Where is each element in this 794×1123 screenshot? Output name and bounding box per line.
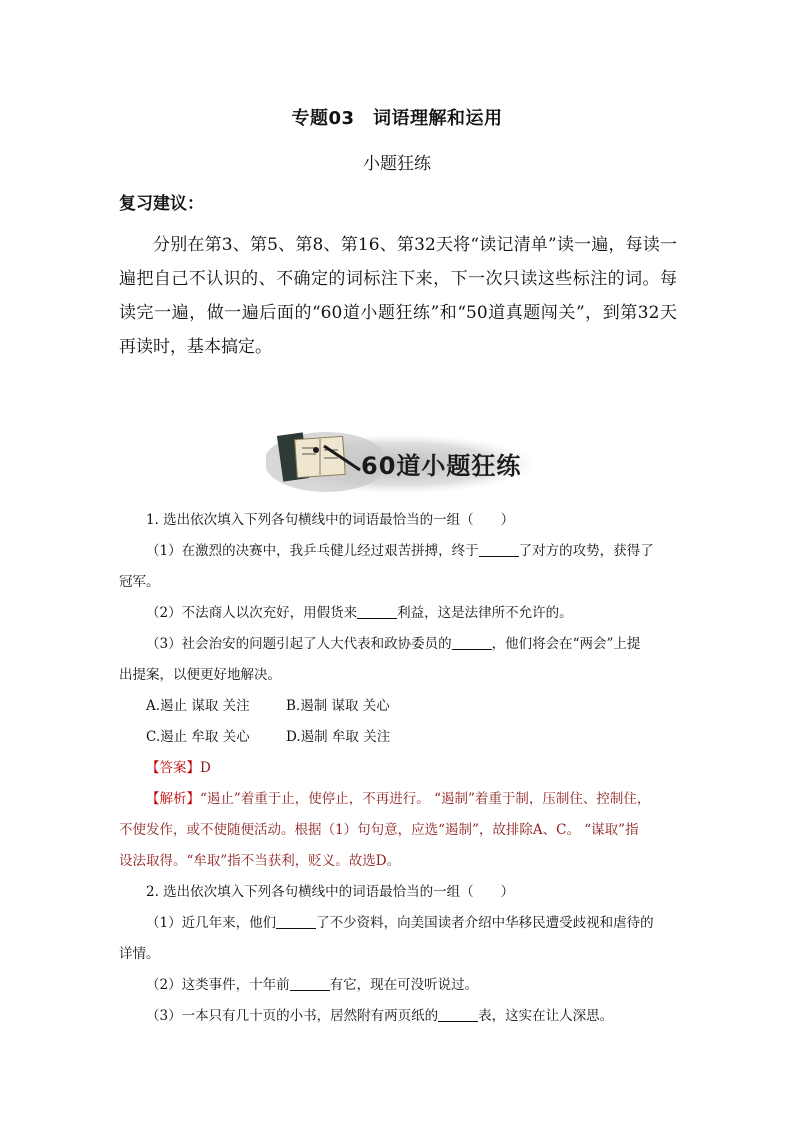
question-2-sentence-1-cont: 详情。 bbox=[119, 946, 160, 962]
answer-value: D bbox=[200, 760, 211, 776]
answer-blank bbox=[438, 1008, 478, 1023]
question-1-sentence-3: （3）社会治安的问题引起了人大代表和政协委员的 ，他们将会在“两会”上提 bbox=[146, 636, 641, 652]
option-a: A.遏止 谋取 关注 bbox=[146, 698, 250, 714]
page-subtitle: 小题狂练 bbox=[363, 154, 431, 174]
option-d: D.遏制 牟取 关注 bbox=[286, 729, 391, 745]
answer-blank bbox=[479, 543, 519, 558]
question-1-sentence-2: （2）不法商人以次充好，用假货来 利益，这是法律所不允许的。 bbox=[146, 605, 573, 621]
question-2-sentence-1: （1）近几年来，他们 了不少资料，向美国读者介绍中华移民遭受歧视和虐待的 bbox=[146, 915, 654, 931]
question-1-sentence-1-cont: 冠军。 bbox=[119, 574, 160, 590]
option-b: B.遏制 谋取 关心 bbox=[286, 698, 390, 714]
banner-title: 60道小题狂练 bbox=[361, 452, 522, 480]
question-1-stem: 1. 选出依次填入下列各句横线中的词语最恰当的一组（ ） bbox=[146, 512, 515, 528]
question-1-sentence-1: （1）在激烈的决赛中，我乒乓健儿经过艰苦拼搏，终于 了对方的攻势，获得了 bbox=[146, 543, 654, 559]
answer-label: 【答案】 bbox=[146, 760, 200, 776]
option-c: C.遏止 牟取 关心 bbox=[146, 729, 250, 745]
question-1-analysis-line-2: 不使发作，或不使随便活动。根据（1）句句意，应选“遏制”，故排除A、C。 “谋取”指 bbox=[119, 822, 639, 838]
section-banner bbox=[266, 428, 536, 494]
answer-blank bbox=[276, 915, 316, 930]
answer-blank bbox=[452, 636, 492, 651]
question-1-sentence-3-cont: 出提案，以便更好地解决。 bbox=[119, 667, 281, 683]
question-content bbox=[119, 505, 679, 1032]
answer-blank bbox=[290, 977, 330, 992]
analysis-label: 【解析】 bbox=[146, 791, 200, 807]
page-title: 专题03 词语理解和运用 bbox=[291, 108, 503, 129]
question-2-sentence-3: （3）一本只有几十页的小书，居然附有两页纸的 表，这实在让人深思。 bbox=[146, 1008, 614, 1024]
question-2-sentence-2: （2）这类事件，十年前 有它，现在可没听说过。 bbox=[146, 977, 479, 993]
review-heading: 复习建议： bbox=[119, 194, 204, 214]
question-1-options-row-2 bbox=[119, 722, 679, 753]
question-1-options-row-1 bbox=[119, 691, 679, 722]
answer-blank bbox=[357, 605, 397, 620]
question-2-stem: 2. 选出依次填入下列各句横线中的词语最恰当的一组（ ） bbox=[146, 884, 515, 900]
review-paragraph: 分别在第3、第5、第8、第16、第32天将“读记清单”读一遍，每读一遍把自己不认识的、不确定的词标注下来，下一次只读这些标注的词。每读完一遍，做一遍后面的“60道小题狂练”和“50道真题闯关”，到第32天再读时，基本搞定。 bbox=[119, 235, 677, 357]
question-1-analysis-line-3: 设法取得。“牟取”指不当获利，贬义。故选D。 bbox=[119, 853, 401, 869]
question-1-analysis-line-1: 【解析】“遏止”着重于止，使停止，不再进行。 “遏制”着重于制，压制住、控制住， bbox=[146, 791, 651, 807]
question-1-answer bbox=[119, 753, 679, 784]
